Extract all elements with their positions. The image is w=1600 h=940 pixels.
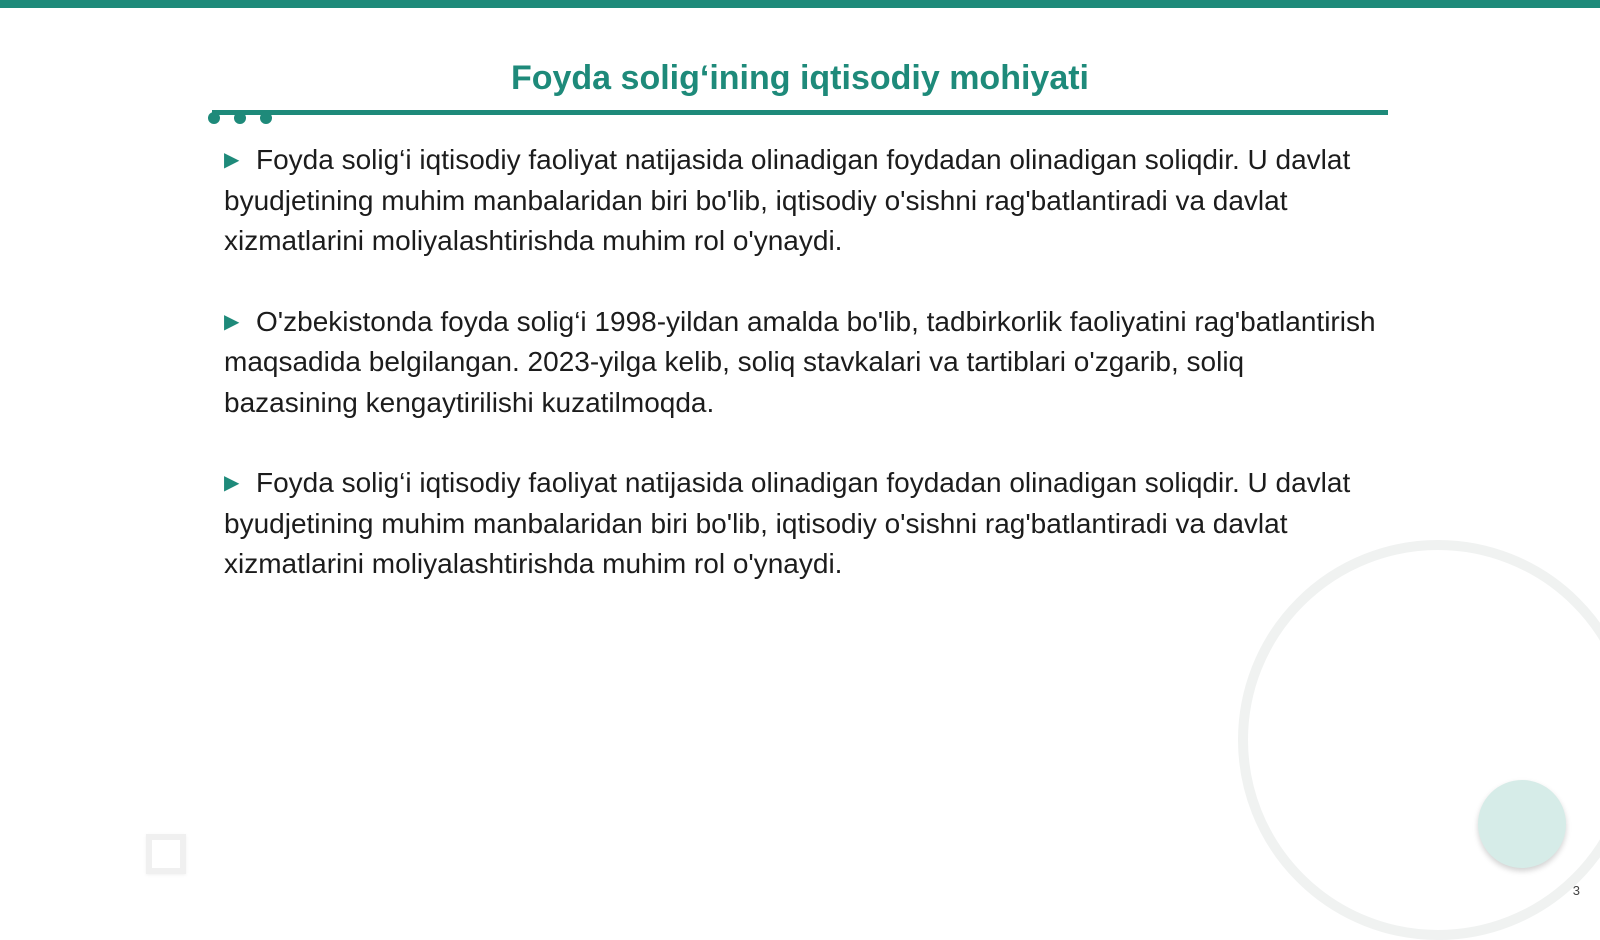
title-underline [212,110,1388,115]
bullet-arrow-icon: ▶ [224,310,240,333]
paragraph-text: Foyda solig‘i iqtisodiy faoliyat natijasida olinadigan foydadan olinadigan soliqdir. U davlat byudjetining muhim manbalaridan biri bo'lib, iqtisodiy o'sishni rag'batlantiradi va davlat xizmatlarini moliyalashtirishda muhim rol o'ynaydi. [224,144,1351,256]
slide-body [224,140,1384,625]
bullet-arrow-icon: ▶ [224,149,240,171]
paragraph-text: Foyda solig‘i iqtisodiy faoliyat natijasida olinadigan foydadan olinadigan soliqdir. U davlat byudjetining muhim manbalaridan biri bo'lib, iqtisodiy o'sishni rag'batlantiradi va davlat xizmatlarini moliyalashtirishda muhim rol o'ynaydi. [224,467,1351,579]
page-number: 3 [1572,883,1580,898]
paragraph-text: O'zbekistonda foyda solig‘i 1998-yildan amalda bo'lib, tadbirkorlik faoliyatini rag'batlantirish maqsadida belgilangan. 2023-yilga kelib, soliq stavkalari va tartiblari o'zgarib, soliq bazasining kengaytirilishi kuzatilmoqda. [224,305,1376,418]
decor-dot-1 [208,112,220,124]
decor-dot-3 [260,112,272,124]
bullet-paragraph-2 [224,302,1384,424]
decor-dot-2 [234,112,246,124]
slide-title: Foyda solig‘ining iqtisodiy mohiyati [510,59,1090,97]
bullet-paragraph-1 [224,140,1384,262]
decorative-square [146,834,186,874]
top-accent-bar [0,0,1600,8]
bullet-arrow-icon: ▶ [224,472,240,494]
decorative-circle [1478,780,1566,868]
bullet-paragraph-3 [224,463,1384,585]
